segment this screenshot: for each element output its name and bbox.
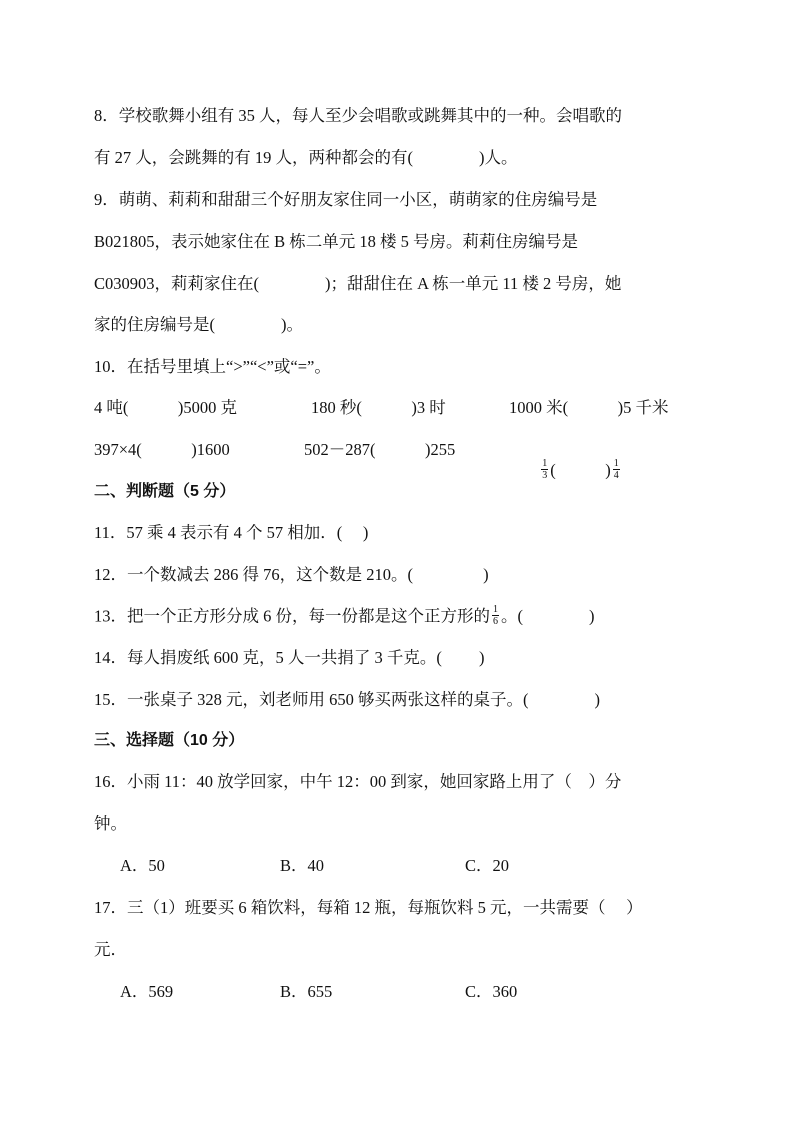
q8-line1: 8．学校歌舞小组有 35 人，每人至少会唱歌或跳舞其中的一种。会唱歌的	[94, 106, 622, 125]
q17-line1: 17．三（1）班要买 6 箱饮料，每箱 12 瓶，每瓶饮料 5 元，一共需要（ ）	[94, 898, 643, 917]
q17-option-a: A．569	[120, 982, 174, 1001]
q9-line1: 9．萌萌、莉莉和甜甜三个好朋友家住同一小区，萌萌家的住房编号是	[94, 190, 598, 209]
q12: 12．一个数减去 286 得 76，这个数是 210。( )	[94, 565, 489, 584]
q13	[94, 606, 595, 629]
q9-line3: C030903，莉莉家住在( )；甜甜住在 A 栋一单元 11 楼 2 号房，她	[94, 274, 622, 293]
q8-line2: 有 27 人，会跳舞的有 19 人，两种都会的有( )人。	[94, 148, 518, 167]
q10-item-1: 4 吨( )5000 克	[94, 398, 237, 417]
q9-line4: 家的住房编号是( )。	[94, 315, 303, 334]
q10-item-2: 180 秒( )3 时	[311, 398, 446, 417]
q15: 15．一张桌子 328 元，刘老师用 650 够买两张这样的桌子。( )	[94, 690, 600, 709]
q10-item-6-blank: ( )	[550, 460, 611, 480]
q10-item-6	[531, 440, 622, 483]
section-heading-judgement: 二、判断题（5 分）	[94, 483, 236, 500]
q17-option-c: C．360	[465, 982, 518, 1001]
q10-item-3: 1000 米( )5 千米	[509, 398, 669, 417]
q16-line1: 16．小雨 11：40 放学回家，中午 12：00 到家，她回家路上用了（ ）分	[94, 772, 622, 791]
q16-option-c: C．20	[465, 856, 510, 875]
q13-text-after: 。( )	[501, 606, 595, 626]
q10-item-4: 397×4( )1600	[94, 440, 230, 459]
q9-line2: B021805，表示她家住在 B 栋二单元 18 楼 5 号房。莉莉住房编号是	[94, 232, 579, 251]
q11: 11．57 乘 4 表示有 4 个 57 相加．( )	[94, 523, 369, 542]
q13-text-before: 13．把一个正方形分成 6 份，每一份都是这个正方形的	[94, 606, 490, 626]
q10-item-5: 502－287( )255	[304, 440, 456, 459]
q17-option-b: B．655	[280, 982, 333, 1001]
q10-title: 10．在括号里填上“>”“<”或“=”。	[94, 357, 331, 376]
q16-option-a: A．50	[120, 856, 165, 875]
q16-line2: 钟。	[94, 814, 127, 833]
section-heading-choice: 三、选择题（10 分）	[94, 732, 245, 749]
fraction-one-third: $\frac{1}{3}$	[542, 458, 548, 481]
q16-option-b: B．40	[280, 856, 325, 875]
q17-line2: 元．	[94, 940, 127, 959]
fraction-one-fourth: $\frac{1}{4}$	[613, 458, 619, 481]
fraction-one-sixth: $\frac{1}{6}$	[493, 604, 498, 627]
q14: 14．每人捐废纸 600 克，5 人一共捐了 3 千克。( )	[94, 648, 485, 667]
